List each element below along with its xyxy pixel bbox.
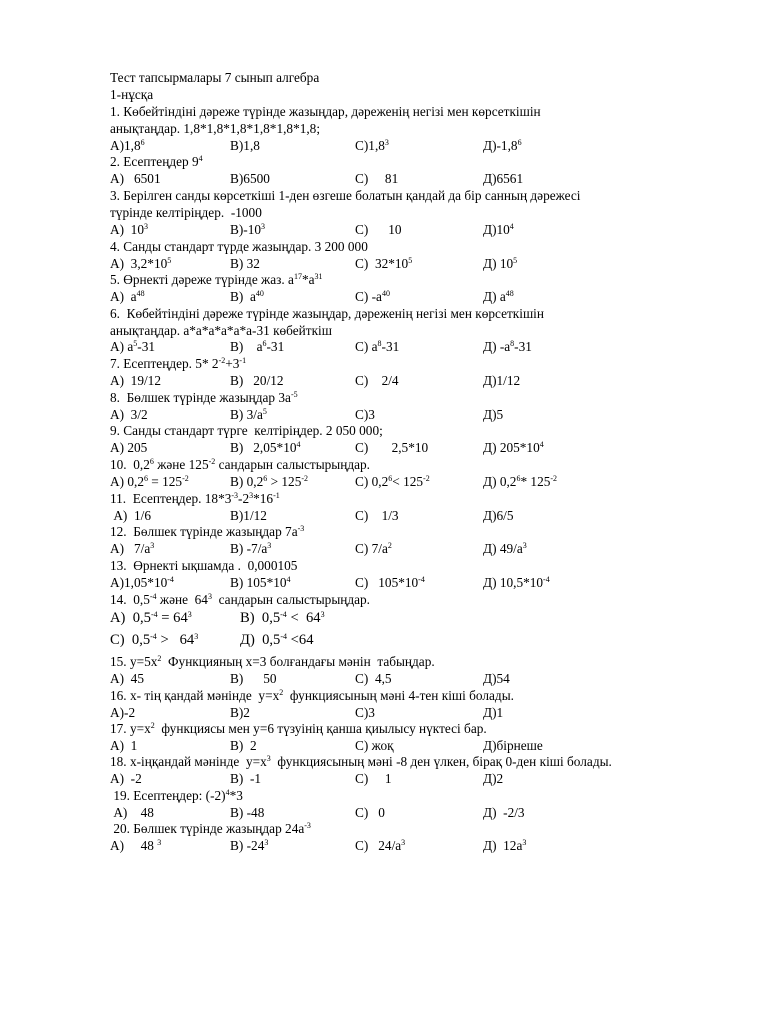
answer-option: Д)1/12 (483, 373, 521, 388)
answer-option: В)1/12 (230, 508, 267, 523)
answer-option: Д) $10^5$ (483, 256, 518, 271)
answer-option: В)6500 (230, 171, 270, 186)
question-text: 18. х-іңқандай мәнінде $у=х^3$ функциясының мәні -8 ден үлкен, бірақ 0-ден кіші болады. (110, 754, 612, 769)
answer-option: В) $0,2^6 > 125^{-2}$ (230, 474, 309, 489)
answer-option: В) $-7/а^3$ (230, 541, 272, 556)
answer-option: В) -1 (230, 771, 262, 786)
answer-option: В)1,8 (230, 138, 260, 153)
answer-option: С) $24/а^3$ (355, 838, 406, 853)
answer-option: Д) $10,5*10^{-4}$ (483, 575, 550, 590)
answer-option: Д) $205*10^4$ (483, 440, 544, 455)
question-text: 7. Есептеңдер. 5* $2^{-2}+3^{-1}$ (110, 356, 247, 371)
answer-option: В) $105*10^4$ (230, 575, 291, 590)
answer-option: А) 19/12 (110, 373, 161, 388)
answer-option: $А)1,8^6$ (110, 138, 145, 153)
answer-option: А) $10^3$ (110, 222, 148, 237)
question-text: 19. Есептеңдер: $(-2)^4*3$ (110, 788, 243, 803)
answer-option: С)3 (355, 407, 375, 422)
answer-option: Д) -2/3 (483, 805, 525, 820)
answer-option: Д)бірнеше (483, 738, 543, 753)
answer-option: В)2 (230, 705, 250, 720)
answer-option: С) $0,5^{-4} > 64^3$ (110, 632, 199, 648)
answer-option: В) 50 (230, 671, 277, 686)
answer-option: А) 205 (110, 440, 148, 455)
question-text: анықтаңдар. а*а*а*а*а*а-31 көбейткіш (110, 323, 332, 338)
answer-option: А) $7/а^3$ (110, 541, 155, 556)
answer-option: Д)6/5 (483, 508, 514, 523)
answer-option: Д) $12а^3$ (483, 838, 527, 853)
answer-option: В) 2 (230, 738, 257, 753)
answer-option: В) $-24^3$ (230, 838, 269, 853)
answer-option: А) 45 (110, 671, 144, 686)
answer-option: Д) $0,2^6*$ $125^{-2}$ (483, 474, 558, 489)
question-text: 3. Берілген санды көрсеткіші 1-ден өзгеше болатын қандай да бір санның дәрежесі (110, 188, 581, 203)
question-text: 8. Бөлшек түрінде жазыңдар $3а^{-5}$ (110, 390, 298, 405)
answer-option: Д)5 (483, 407, 504, 422)
question-text: 13. Өрнекті ықшамда . 0,000105 (110, 558, 298, 573)
answer-option: $В)-10^3$ (230, 222, 266, 237)
question-text: 12. Бөлшек түрінде жазыңдар $7а^{-3}$ (110, 524, 305, 539)
answer-option: $С)1,8^3$ (355, 138, 389, 153)
answer-option: С) 10 (355, 222, 402, 237)
answer-option: А) 48 $^3$ (110, 838, 162, 853)
answer-option: Д)54 (483, 671, 510, 686)
answer-option: Д)1 (483, 705, 504, 720)
question-text: анықтаңдар. 1,8*1,8*1,8*1,8*1,8*1,8; (110, 121, 321, 136)
answer-option: Д) $-а^8-31$ (483, 339, 532, 354)
answer-option: А) $0,5^{-4} = 64^3$ (110, 610, 192, 626)
question-text: 16. х- тің қандай мәнінде $у=х^2$ функциясының мәні 4-тен кіші болады. (110, 688, 514, 703)
answer-option: Д) $0,5^{-4} <64$ (240, 632, 314, 648)
answer-option: А) 1/6 (110, 508, 151, 523)
question-text: 14. $0,5^{-4}$ және $64^3$ сандарын салыстырыңдар. (110, 592, 371, 607)
answer-option: А) 48 (110, 805, 154, 820)
question-text: 9. Санды стандарт түрге келтіріңдер. 2 050 000; (110, 423, 383, 438)
answer-option: С) 1 (355, 771, 392, 786)
answer-option: С) 81 (355, 171, 399, 186)
answer-option: $Д)-1,8^6$ (483, 138, 522, 153)
answer-option: Д) $а^{48}$ (483, 289, 514, 304)
answer-option: В) $а^{40}$ (230, 289, 264, 304)
question-text: 17. $у=х^2$ функциясы мен у=6 түзуінің қанша қиылысу нүктесі бар. (110, 721, 487, 736)
answer-option: $А)1,05*10^{-4}$ (110, 575, 174, 590)
question-text: 1. Көбейтіндіні дәреже түрінде жазыңдар, дәреженің негізі мен көрсеткішін (110, 104, 541, 119)
answer-option: С) 2,5*10 (355, 440, 429, 455)
question-text: 2. Есептеңдер $9^4$ (110, 154, 203, 169)
answer-option: С) 4,5 (355, 671, 392, 686)
answer-option: А) $0,2^6 = 125^{-2}$ (110, 474, 189, 489)
answer-option: С) $а^8-31$ (355, 339, 400, 354)
question-text: түрінде келтіріңдер. -1000 (110, 205, 262, 220)
variant-label: 1-нұсқа (110, 87, 154, 102)
answer-option: С) $7/а^2$ (355, 541, 392, 556)
question-text: 11. Есептеңдер. $18*3^{-3}-2^3*16^{-1}$ (110, 491, 280, 506)
question-text: 5. Өрнекті дәреже түрінде жаз. $а^{17}*а^{31}$ (110, 272, 323, 287)
answer-option: А) 1 (110, 738, 138, 753)
answer-option: С) 2/4 (355, 373, 399, 388)
question-text: 6. Көбейтіндіні дәреже түрінде жазыңдар, дәреженің негізі мен көрсеткішін (110, 306, 544, 321)
question-text: 4. Санды стандарт түрде жазыңдар. 3 200 000 (110, 239, 368, 254)
answer-option: С) $-а^{40}$ (355, 289, 390, 304)
answer-option: В) $0,5^{-4} < 64^3$ (240, 610, 325, 626)
answer-option: А) -2 (110, 771, 142, 786)
answer-option: А) $а^5-31$ (110, 339, 155, 354)
document-title: Тест тапсырмалары 7 сынып алгебра (110, 70, 320, 85)
answer-option: В) 20/12 (230, 373, 284, 388)
answer-option: С) 0 (355, 805, 385, 820)
answer-option: С) $0,2^6< 125^{-2}$ (355, 474, 430, 489)
answer-option: А) 6501 (110, 171, 161, 186)
answer-option: В) -48 (230, 805, 265, 820)
answer-option: Д)2 (483, 771, 504, 786)
question-text: 15. $у=5х^2$ Функцияның х=3 болғандағы мәнін табыңдар. (110, 654, 435, 669)
answer-option: А) $3,2*10^5$ (110, 256, 172, 271)
answer-option: В) 32 (230, 256, 260, 271)
answer-option: В) $2,05*10^4$ (230, 440, 301, 455)
answer-option: Д)6561 (483, 171, 524, 186)
answer-option: С)3 (355, 705, 375, 720)
answer-option: С) 1/3 (355, 508, 399, 523)
question-text: 10. $0,2^6$ және $125^{-2}$ сандарын салыстырыңдар. (110, 457, 370, 472)
answer-option: А) $а^{48}$ (110, 289, 145, 304)
answer-option: $Д)10^4$ (483, 222, 514, 237)
answer-option: А) 3/2 (110, 407, 148, 422)
answer-option: С) жоқ (355, 738, 394, 753)
answer-option: Д) $49/а^3$ (483, 541, 527, 556)
answer-option: В) $3/а^5$ (230, 407, 267, 422)
answer-option: В) $а^6-31$ (230, 339, 285, 354)
answer-option: А)-2 (110, 705, 136, 720)
question-text: 20. Бөлшек түрінде жазыңдар $24а^{-3}$ (110, 821, 311, 836)
answer-option: С) $32*10^5$ (355, 256, 413, 271)
answer-option: С) $105*10^{-4}$ (355, 575, 425, 590)
